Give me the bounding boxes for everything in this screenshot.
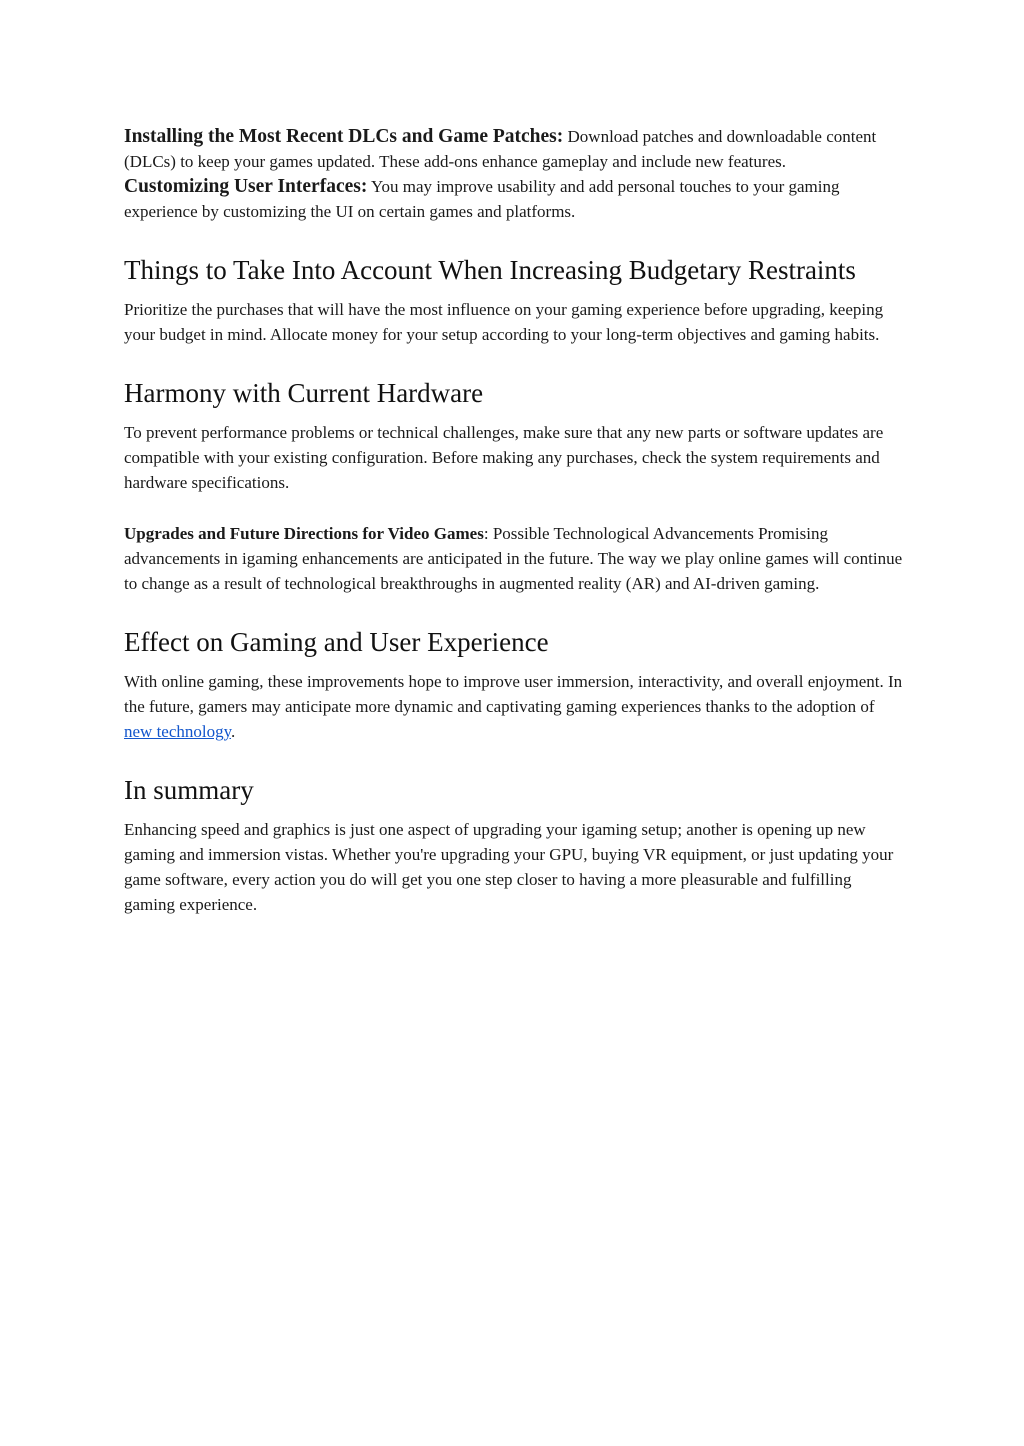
lead-ui: Customizing User Interfaces: [124,176,368,197]
paragraph-harmony: To prevent performance problems or technical challenges, make sure that any new parts or software updates are compatible with your existing configuration. Before making any purchases, check the system requirements and hardware specifications. [124,423,884,492]
paragraph-ui [124,174,904,224]
paragraph-dlc [124,124,904,174]
paragraph-budget: Prioritize the purchases that will have the most influence on your gaming experience before upgrading, keeping your budget in mind. Allocate money for your setup according to your long-term objectives and gaming habits. [124,300,884,344]
text-effect-after: . [231,722,236,741]
heading-harmony: Harmony with Current Hardware [124,378,484,408]
text-effect-before: With online gaming, these improvements hope to improve user immersion, interactivity, and overall enjoyment. In the future, gamers may anticipate more dynamic and captivating gaming experiences thanks to the adoption of [124,672,903,716]
text-dlc: Download patches and downloadable content (DLCs) to keep your games updated. These add-ons enhance gameplay and include new features. [124,127,877,171]
document-page [124,124,904,917]
paragraph-effect [124,669,904,744]
new-technology-link[interactable]: new technology [124,722,232,741]
paragraph-summary: Enhancing speed and graphics is just one aspect of upgrading your igaming setup; another is opening up new gaming and immersion vistas. Whether you're upgrading your GPU, buying VR equipment, or just updating your game software, every action you do will get you one step closer to having a more pleasurable and fulfilling gaming experience. [124,820,894,914]
heading-budget: Things to Take Into Account When Increasing Budgetary Restraints [124,255,856,285]
text-ui: You may improve usability and add personal touches to your gaming experience by customizing the UI on certain games and platforms. [124,177,840,221]
paragraph-future [124,521,904,596]
text-future: : Possible Technological Advancements Promising advancements in igaming enhancements are anticipated in the future. The way we play online games will continue to change as a result of technological breakthroughs in augmented reality (AR) and AI-driven gaming. [124,524,903,593]
heading-summary: In summary [124,775,254,805]
lead-dlc: Installing the Most Recent DLCs and Game Patches: [124,126,564,147]
lead-future: Upgrades and Future Directions for Video Games [124,524,484,543]
heading-effect: Effect on Gaming and User Experience [124,627,549,657]
